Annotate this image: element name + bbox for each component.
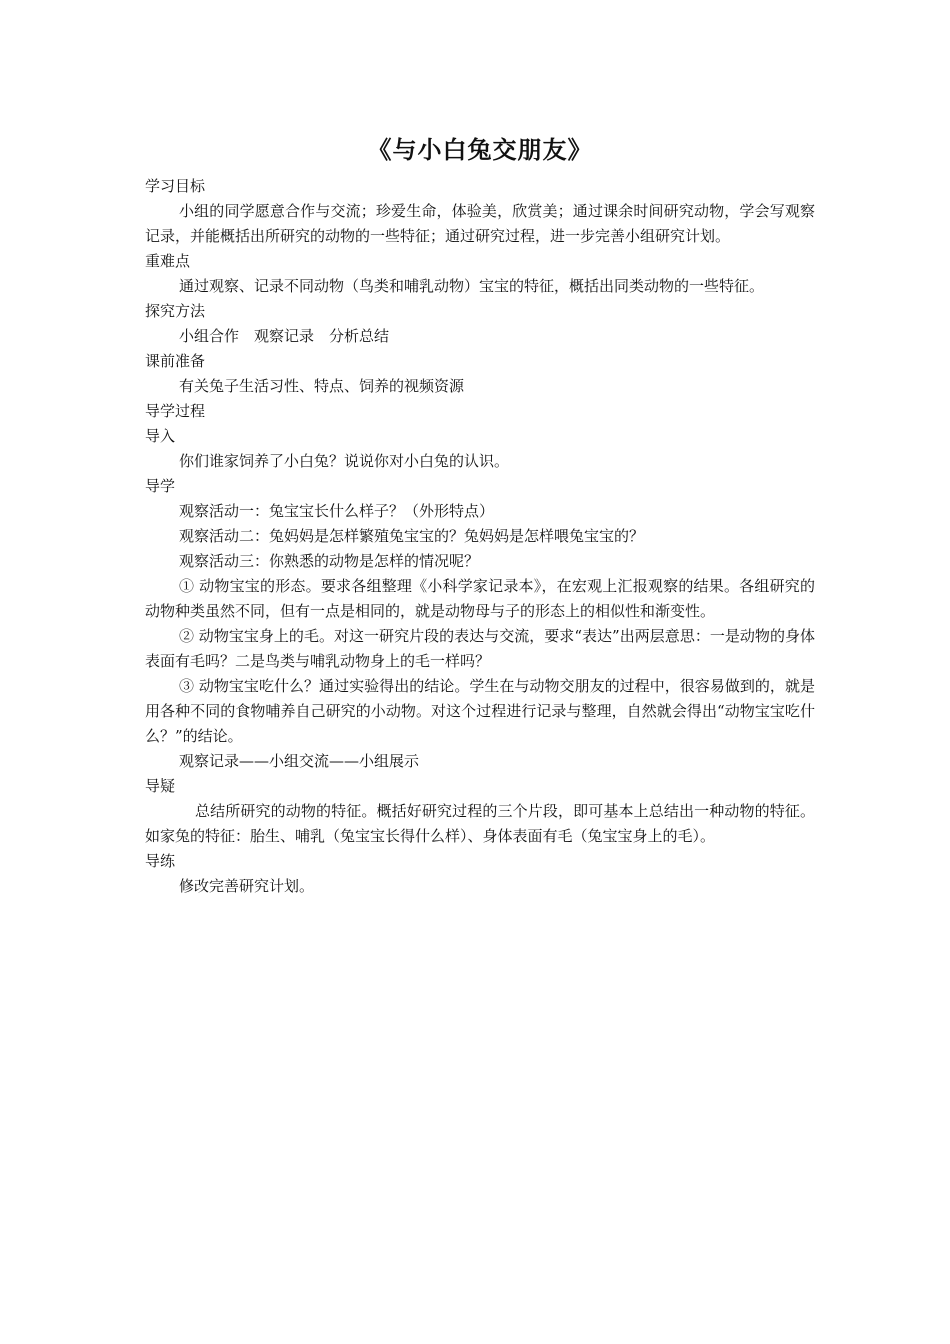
- activity-3: 观察活动三：你熟悉的动物是怎样的情况呢？: [179, 552, 480, 570]
- flow-text: 观察记录——小组交流——小组展示: [179, 752, 420, 770]
- key-heading: 重难点: [145, 252, 191, 270]
- method-heading: 探究方法: [145, 302, 206, 320]
- goal-heading: 学习目标: [145, 177, 206, 195]
- intro-heading: 导入: [145, 427, 176, 445]
- goal-text: 小组的同学愿意合作与交流；珍爱生命，体验美，欣赏美；通过课余时间研究动物，学会写观察记录，并能概括出所研究的动物的一些特征；通过研究过程，进一步完善小组研究计划。: [145, 202, 815, 245]
- doubt-text: 总结所研究的动物的特征。概括好研究过程的三个片段，即可基本上总结出一种动物的特征。如家兔的特征：胎生、哺乳（兔宝宝长得什么样）、身体表面有毛（兔宝宝身上的毛）。: [145, 802, 815, 845]
- document-page: [145, 132, 815, 899]
- activity-2: 观察活动二：兔妈妈是怎样繁殖兔宝宝的？兔妈妈是怎样喂兔宝宝的？: [179, 527, 645, 545]
- method-text: 小组合作 观察记录 分析总结: [179, 327, 390, 345]
- key-text: 通过观察、记录不同动物（鸟类和哺乳动物）宝宝的特征，概括出同类动物的一些特征。: [179, 277, 765, 295]
- doubt-heading: 导疑: [145, 777, 176, 795]
- practice-heading: 导练: [145, 852, 176, 870]
- guide-heading: 导学: [145, 477, 176, 495]
- prep-heading: 课前准备: [145, 352, 206, 370]
- process-heading: 导学过程: [145, 402, 206, 420]
- prep-text: 有关兔子生活习性、特点、饲养的视频资源: [179, 377, 465, 395]
- point-3: ③ 动物宝宝吃什么？通过实验得出的结论。学生在与动物交朋友的过程中，很容易做到的，就是用各种不同的食物哺养自己研究的小动物。对这个过程进行记录与整理，自然就会得出“动物宝宝吃什么？”的结论。: [145, 677, 815, 745]
- document-title: 《与小白兔交朋友》: [367, 136, 593, 164]
- intro-text: 你们谁家饲养了小白兔？说说你对小白兔的认识。: [179, 452, 510, 470]
- point-1: ① 动物宝宝的形态。要求各组整理《小科学家记录本》，在宏观上汇报观察的结果。各组研究的动物种类虽然不同，但有一点是相同的，就是动物母与子的形态上的相似性和渐变性。: [145, 577, 815, 620]
- activity-1: 观察活动一：兔宝宝长什么样子？（外形特点）: [179, 502, 495, 520]
- point-2: ② 动物宝宝身上的毛。对这一研究片段的表达与交流，要求“表达”出两层意思：一是动物的身体表面有毛吗？二是鸟类与哺乳动物身上的毛一样吗？: [145, 627, 815, 670]
- practice-text: 修改完善研究计划。: [179, 877, 315, 895]
